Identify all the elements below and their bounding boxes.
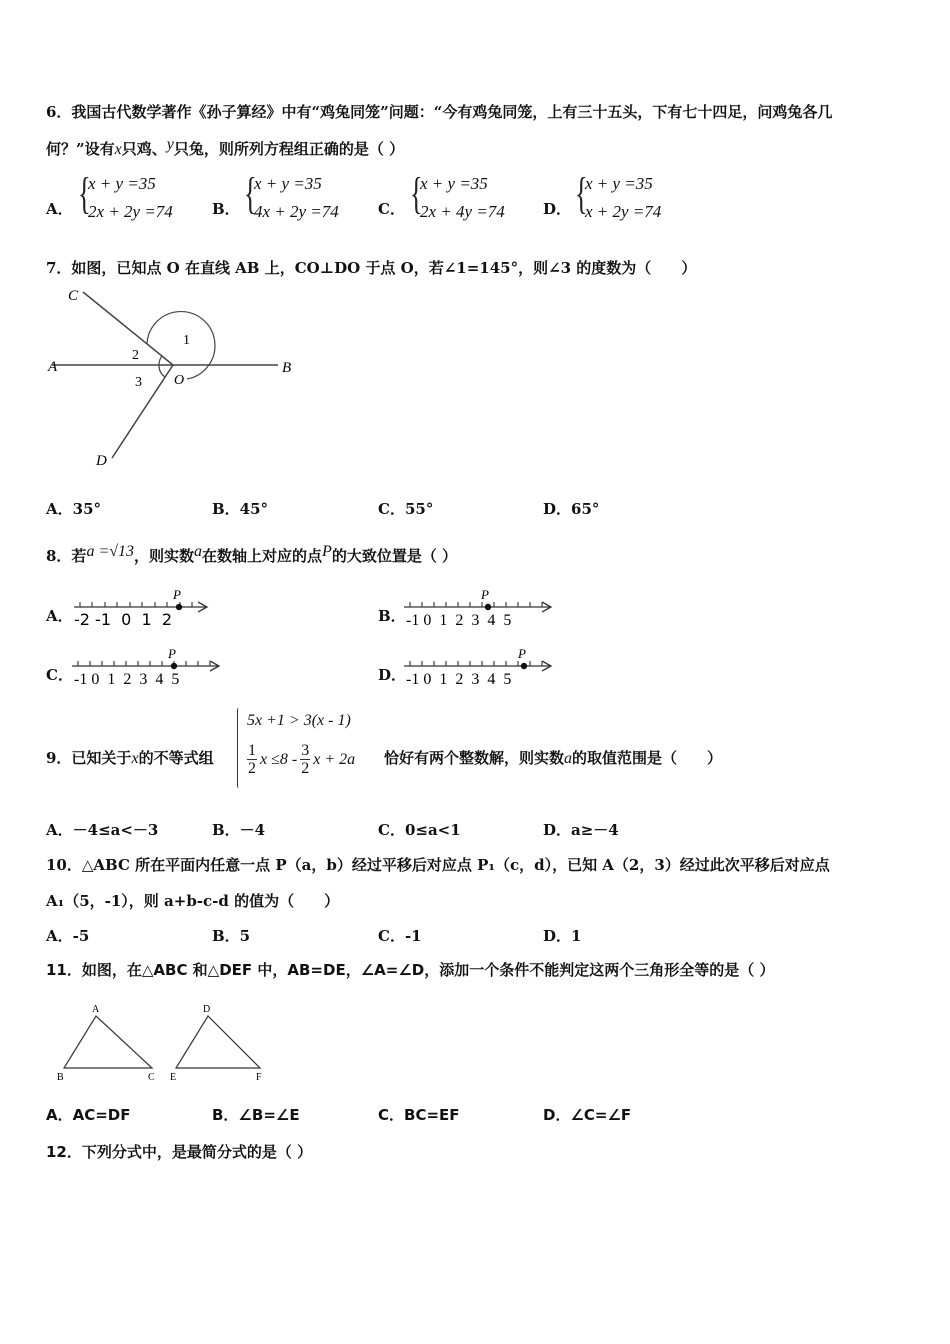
label-c: C xyxy=(148,1072,155,1083)
label-angle2: 2 xyxy=(132,348,139,363)
q8-option-c-numberline xyxy=(70,647,225,689)
q9-var-x: x xyxy=(131,750,139,767)
q9-eq2-mid: x ≤8 - xyxy=(260,750,298,768)
q8-option-b-label[interactable]: B． xyxy=(378,607,406,625)
tick-labels: -1 0 1 2 3 4 5 xyxy=(74,671,180,688)
ray-oc xyxy=(83,292,173,365)
q8-option-d-label[interactable]: D． xyxy=(378,666,407,684)
q6-stem-line2 xyxy=(46,138,404,161)
ray-od xyxy=(112,365,173,458)
q9-stem-right xyxy=(384,747,722,770)
label-f: F xyxy=(256,1072,262,1083)
label-angle3: 3 xyxy=(135,375,142,390)
q6-option-b-label[interactable]: B． xyxy=(212,200,240,218)
q8-option-d-numberline xyxy=(402,647,557,689)
label-e: E xyxy=(170,1072,177,1083)
angle1-arc xyxy=(147,312,215,379)
q9-eq1: 5x +1 > 3(x - 1) xyxy=(247,712,351,729)
q10-option-d[interactable]: D．1 xyxy=(543,927,582,945)
q7-stem: 7．如图，已知点 O 在直线 AB 上，CO⊥DO 于点 O，若∠1=145°，则∠3 的度数为（ ） xyxy=(46,259,697,277)
label-a: A xyxy=(92,1004,100,1015)
q6-text-b: 只鸡、 xyxy=(121,140,167,158)
q10-stem-line2: A₁（5，-1），则 a+b-c-d 的值为（ ） xyxy=(46,892,340,910)
q9-option-a[interactable]: A．－4≤a<－3 xyxy=(46,821,159,839)
fraction xyxy=(300,742,310,777)
brace-icon: { xyxy=(244,169,257,218)
q6-option-d-label[interactable]: D． xyxy=(543,200,572,218)
q7-option-d[interactable]: D．65° xyxy=(543,500,600,518)
q6-c-eq2: 2x + 4y =74 xyxy=(420,202,505,221)
q9-text-d: 的取值范围是（ ） xyxy=(572,749,723,767)
triangle-abc xyxy=(64,1016,152,1068)
q8-text-c: 在数轴上对应的点 xyxy=(202,547,323,565)
label-a: A xyxy=(48,359,58,375)
point-p xyxy=(176,604,182,610)
q6-a-eq1: x + y =35 xyxy=(88,174,156,193)
label-p: P xyxy=(481,588,489,602)
tick-labels: -1 0 1 2 3 4 5 xyxy=(406,671,512,688)
q6-var-x: x xyxy=(114,141,122,158)
q10-option-c[interactable]: C．-1 xyxy=(378,927,422,945)
q11-option-a[interactable]: A．AC=DF xyxy=(46,1106,131,1124)
q6-option-c-label[interactable]: C． xyxy=(378,200,405,218)
q9-text-b: 的不等式组 xyxy=(138,749,214,767)
q8-text-d: 的大致位置是（ ） xyxy=(331,547,458,565)
tick-labels: -1 0 1 2 3 4 5 xyxy=(406,612,512,629)
q9-stem-left xyxy=(46,747,214,770)
q6-text-c: 只兔，则所列方程组正确的是（ ） xyxy=(173,140,405,158)
q10-option-b[interactable]: B．5 xyxy=(212,927,251,945)
q6-d-eq2: x + 2y =74 xyxy=(585,202,662,221)
tick-labels: -2 -1 0 1 2 xyxy=(74,610,173,629)
q8-option-a-numberline xyxy=(70,588,215,630)
label-angle1: 1 xyxy=(183,333,190,348)
q7-option-c[interactable]: C．55° xyxy=(378,500,434,518)
label-p: P xyxy=(168,647,176,661)
q9-option-b[interactable]: B．－4 xyxy=(212,821,266,839)
q9-option-c[interactable]: C．0≤a<1 xyxy=(378,821,461,839)
frac-num: 3 xyxy=(301,742,310,759)
q9-inequality-system xyxy=(237,706,387,790)
q6-option-a-label[interactable]: A． xyxy=(46,200,73,218)
triangle-def xyxy=(176,1016,260,1068)
q9-text-a: 9．已知关于 xyxy=(46,749,132,767)
label-b: B xyxy=(57,1072,64,1083)
q6-text-a: 何？”设有 xyxy=(46,140,115,158)
frac-den: 2 xyxy=(248,760,256,777)
q6-option-b-system xyxy=(244,170,364,230)
q7-option-b[interactable]: B．45° xyxy=(212,500,269,518)
q6-option-c-system xyxy=(410,170,530,230)
label-c: C xyxy=(68,288,79,304)
q8-var-p: P xyxy=(322,543,332,560)
q8-stem xyxy=(46,545,457,568)
q7-angle-figure xyxy=(40,280,310,475)
q12-stem: 12．下列分式中，是最简分式的是（ ） xyxy=(46,1143,313,1161)
q9-eq2-end: x + 2a xyxy=(313,750,356,768)
q8-text-b: ，则实数 xyxy=(134,547,195,565)
angle3-arc xyxy=(159,365,165,377)
q9-var-a: a xyxy=(564,750,573,767)
q9-eq2 xyxy=(247,742,355,777)
q6-stem-line1: 6．我国古代数学著作《孙子算经》中有“鸡兔同笼”问题：“今有鸡兔同笼，上有三十五头，下有七十四足，问鸡兔各几 xyxy=(46,103,833,121)
q8-expr: a =√13 xyxy=(86,543,135,560)
q6-d-eq1: x + y =35 xyxy=(585,174,653,193)
frac-num: 1 xyxy=(248,742,256,759)
q11-triangles-figure xyxy=(52,998,282,1086)
q7-option-a[interactable]: A．35° xyxy=(46,500,102,518)
point-p xyxy=(171,663,177,669)
angle2-arc xyxy=(159,356,162,365)
q8-option-a-label[interactable]: A． xyxy=(46,607,73,625)
q11-option-c[interactable]: C．BC=EF xyxy=(378,1106,460,1124)
q9-text-c: 恰好有两个整数解，则实数 xyxy=(384,749,565,767)
q10-option-a[interactable]: A．-5 xyxy=(46,927,90,945)
q8-var-a: a xyxy=(194,543,203,560)
q6-c-eq1: x + y =35 xyxy=(420,174,488,193)
fraction xyxy=(247,742,257,777)
brace-icon xyxy=(237,708,239,788)
q11-stem: 11．如图，在△ABC 和△DEF 中，AB=DE，∠A=∠D，添加一个条件不能判定这两个三角形全等的是（ ） xyxy=(46,961,775,979)
q8-option-b-numberline xyxy=(402,588,557,630)
q6-b-eq1: x + y =35 xyxy=(254,174,322,193)
label-d: D xyxy=(203,1004,211,1015)
point-p xyxy=(485,604,491,610)
q6-option-d-system xyxy=(575,170,695,230)
brace-icon: { xyxy=(78,169,91,218)
label-d: D xyxy=(96,453,107,469)
label-p: P xyxy=(518,647,526,661)
q11-option-d[interactable]: D．∠C=∠F xyxy=(543,1106,632,1124)
label-b: B xyxy=(282,360,292,376)
label-o: O xyxy=(174,373,185,388)
brace-icon: { xyxy=(575,169,588,218)
q8-text-a: 8．若 xyxy=(46,547,87,565)
point-p xyxy=(521,663,527,669)
q9-option-d[interactable]: D．a≥－4 xyxy=(543,821,619,839)
q6-a-eq2: 2x + 2y =74 xyxy=(88,202,173,221)
q8-option-c-label[interactable]: C． xyxy=(46,666,73,684)
label-p: P xyxy=(173,588,181,602)
q6-b-eq2: 4x + 2y =74 xyxy=(254,202,339,221)
q10-stem-line1: 10．△ABC 所在平面内任意一点 P（a，b）经过平移后对应点 P₁（c，d），已知 A（2，3）经过此次平移后对应点 xyxy=(46,856,830,874)
q11-option-b[interactable]: B．∠B=∠E xyxy=(212,1106,300,1124)
q6-var-y: y xyxy=(166,136,174,153)
q6-option-a-system xyxy=(78,170,198,230)
frac-den: 2 xyxy=(301,760,310,777)
brace-icon: { xyxy=(410,169,423,218)
